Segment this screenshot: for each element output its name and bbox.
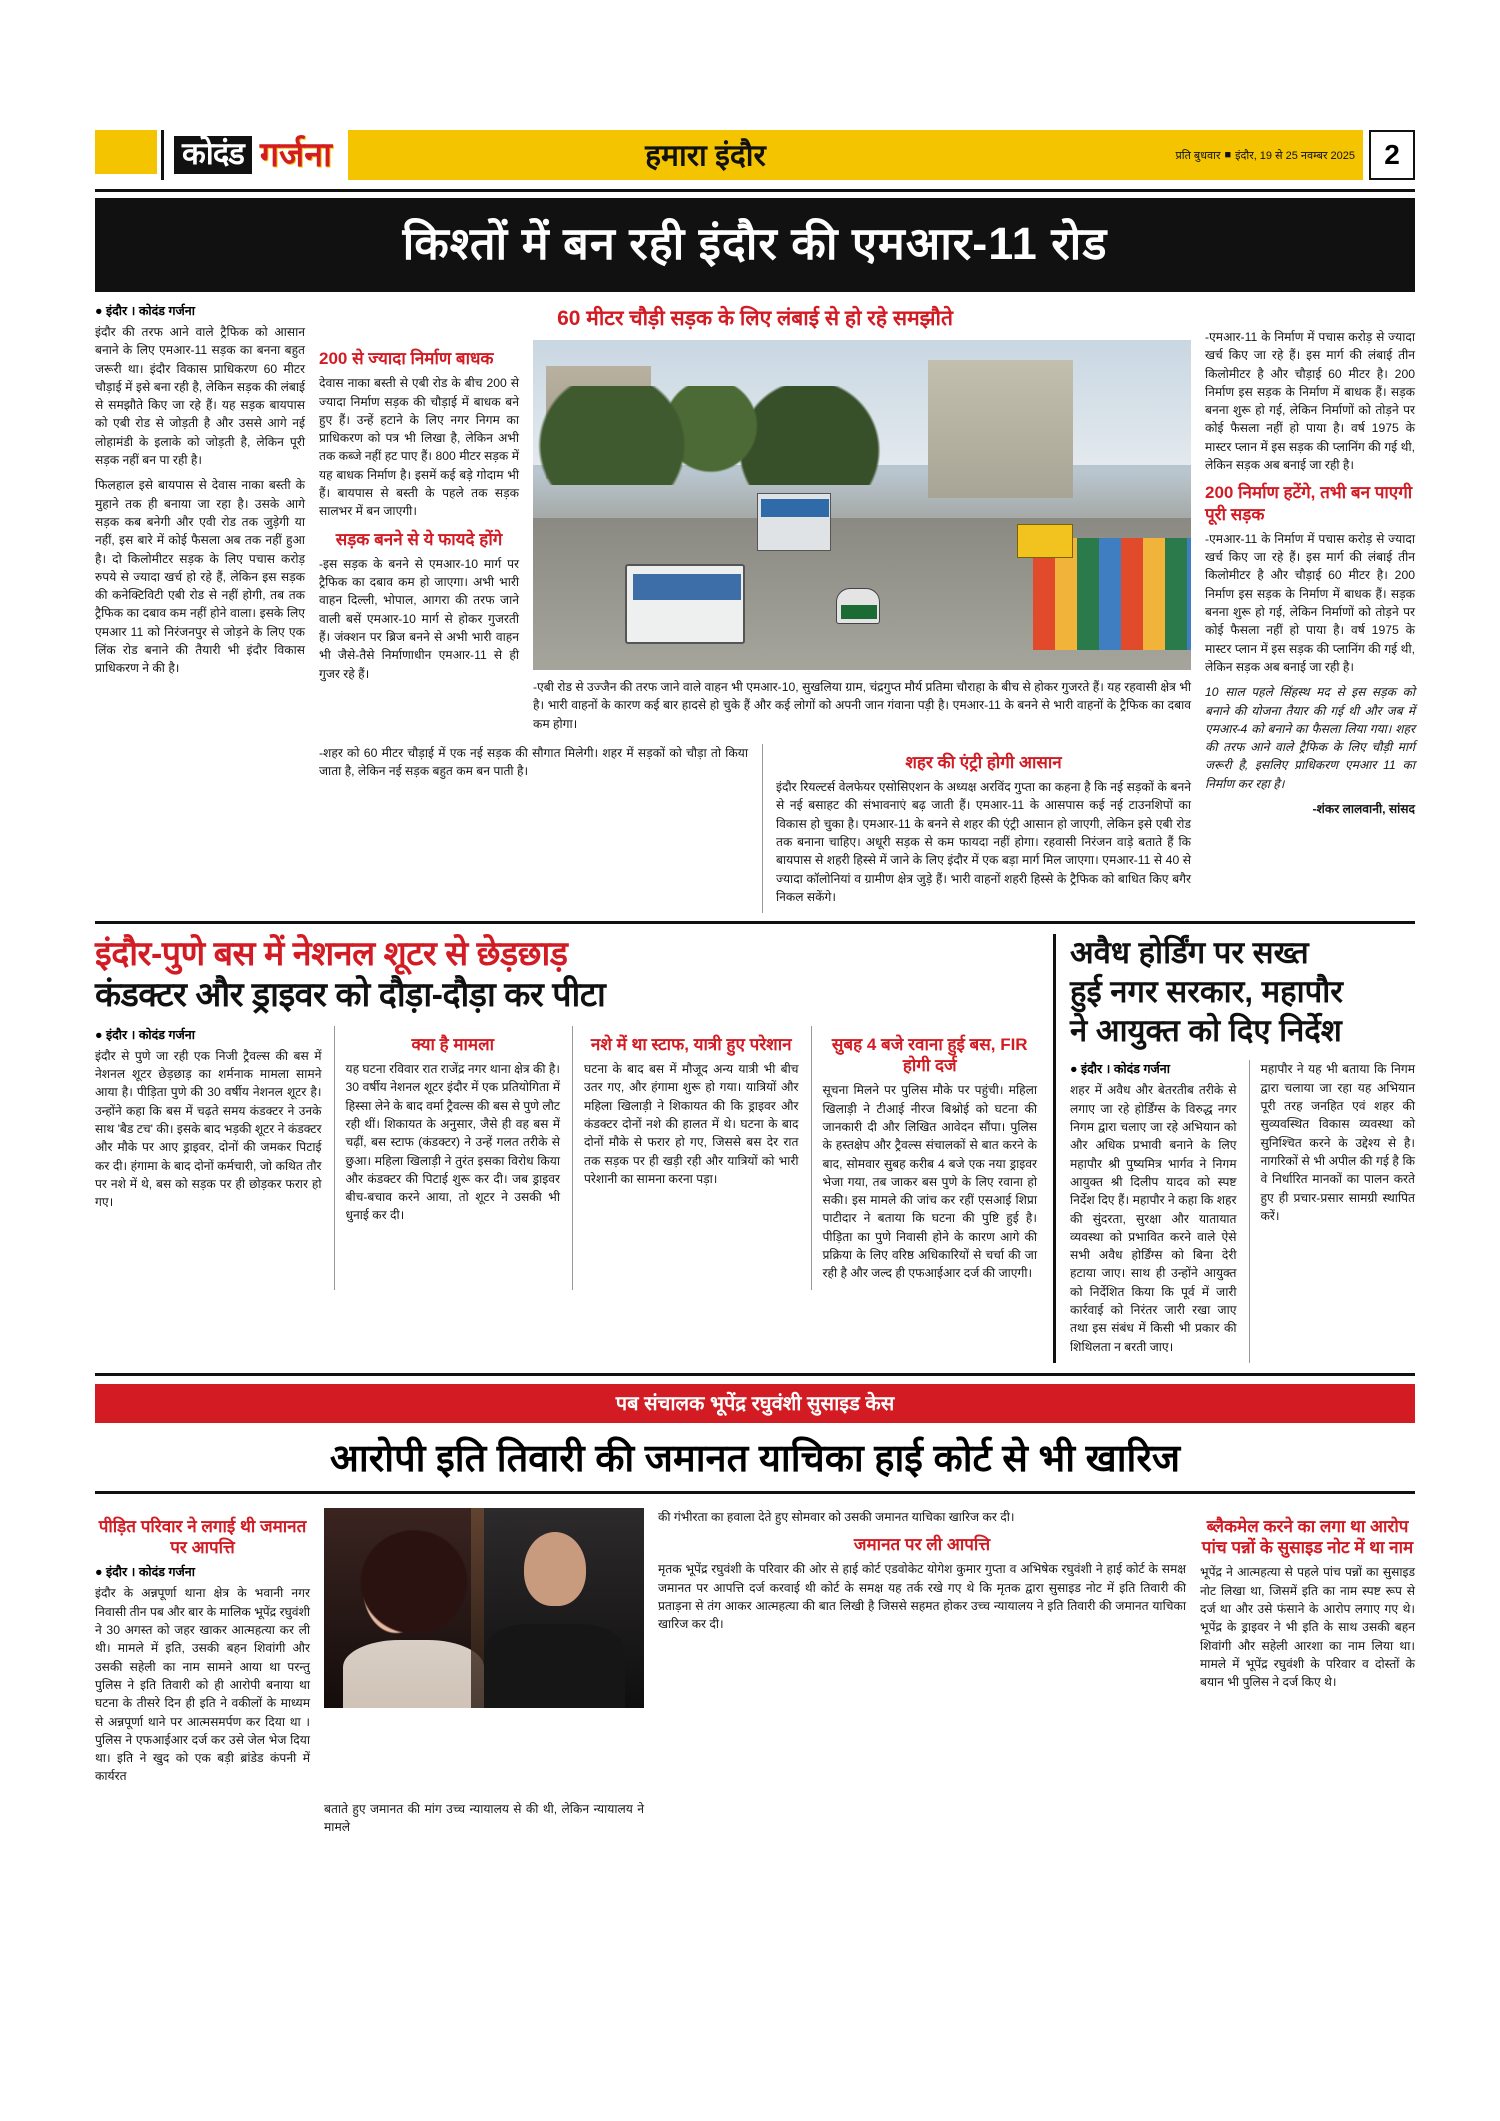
lead-column-2 — [319, 340, 519, 740]
story3-p1: शहर में अवैध और बेतरतीब तरीके से लगाए जा रहे होर्डिंग्स के विरुद्ध नगर निगम द्वारा चलाए जा रहे अभियान को और अधिक प्रभावी बनाने के लिए महापौर श्री पुष्यमित्र भार्गव ने निगम आयुक्त श्री दिलीप यादव को स्पष्ट निर्देश दिए हैं। महापौर ने कहा कि शहर की सुंदरता, सुरक्षा और यातायात व्यवस्था को प्रभावित करने वाले ऐसे सभी अवैध होर्डिंग्स को बिना देरी हटाया जाए। साथ ही उन्होंने आयुक्त को निर्देशित किया कि पूर्व में जारी कार्रवाई को निरंतर जारी रखा जाए तथा इस संबंध में किसी भी प्रकार की शिथिलता न बरती जाए। — [1070, 1083, 1237, 1354]
story-hoardings — [1053, 934, 1415, 1363]
story4-p1: इंदौर के अन्नपूर्णा थाना क्षेत्र के भवानी नगर निवासी तीन पब और बार के मालिक भूपेंद्र रघुवंशी ने 30 अगस्त को जहर खाकर आत्महत्या कर ली थी। मामले में इति, उसकी बहन शिवांगी और उसकी सहेली का नाम सामने आया था परन्तु पुलिस ने इति तिवारी को ही आरोपी बनाया था घटना के तीसरे दिन ही इति ने वकीलों के माध्यम से अन्नपूर्णा थाने पर आत्मसमर्पण कर दिया था । पुलिस ने एफआईआर दर्ज कर उसे जेल भेज दिया था। इति ने खुद को एक बड़ी ब्रांडेड कंपनी में कार्यरत — [95, 1586, 310, 1784]
lead-lower-split — [319, 744, 1191, 913]
story2-column-2 — [334, 1026, 561, 1290]
lead-column-1 — [95, 302, 305, 913]
story2-headline-line1: इंदौर-पुणे बस में नेशनल शूटर से छेड़छाड़ — [95, 935, 568, 974]
story2-headline-line2: कंडक्टर और ड्राइवर को दौड़ा-दौड़ा कर पीटा — [95, 976, 606, 1015]
lead-p1: इंदौर की तरफ आने वाले ट्रैफिक को आसान बनाने के लिए एमआर-11 सड़क का बनना बहुत जरूरी था। इंदौर विकास प्राधिकरण 60 मीटर चौड़ाई में इसे बना रही है, लेकिन सड़क की लंबाई से समझौते किए जा रहे हैं। यह सड़क बायपास को एबी रोड से जोड़ती है और उससे आगे नई लोहामंडी के इलाके को जोड़ती है, लेकिन पूरी सड़क नहीं बन पा रही है। — [95, 325, 305, 468]
lead-photo-mr11-road — [533, 340, 1191, 670]
lead-subhead-1: 200 से ज्यादा निर्माण बाधक — [319, 349, 494, 368]
story4-columns — [95, 1498, 1415, 1844]
photo-yellow-bus — [1017, 524, 1073, 558]
story2-p2: यह घटना रविवार रात राजेंद्र नगर थाना क्षेत्र की है। 30 वर्षीय नेशनल शूटर इंदौर में एक प्रतियोगिता में हिस्सा लेने के बाद वर्मा ट्रैवल्स की बस से पुणे लौट रही थीं। शिकायत के अनुसार, जैसे ही वह बस में चढ़ीं, बस स्टाफ (कंडक्टर) ने उन्हें गलत तरीके से छुआ। महिला खिलाड़ी ने तुरंत इसका विरोध किया और कंडक्टर की पिटाई शुरू कर दी। जब ड्राइवर बीच-बचाव करने आया, तो शूटर ने उसकी भी धुनाई कर दी। — [345, 1062, 560, 1223]
story3-column-1 — [1070, 1060, 1237, 1362]
logo-text-kodand: कोदंड — [174, 136, 252, 174]
photo-man-face — [524, 1532, 586, 1606]
lead-p9: -एमआर-11 के निर्माण में पचास करोड़ से ज्यादा खर्च किए जा रहे हैं। इस मार्ग की लंबाई तीन किलोमीटर है और चौड़ाई 60 मीटर है। 200 निर्माण इस सड़क के निर्माण में बाधक हैं। सड़क बनना शुरू हो गई, लेकिन निर्माणों को तोड़ने पर कोई फैसला नहीं हो पाया है। वर्ष 1975 के मास्टर प्लान में इस सड़क की प्लानिंग की गई थी, लेकिन सड़क अब बनाई जा रही है। — [1205, 531, 1415, 674]
photo-trees — [533, 386, 928, 485]
lead-headline-banner — [95, 198, 1415, 292]
story3-headline-line2: हुई नगर सरकार, महापौर — [1070, 973, 1343, 1009]
lead-p2: फिलहाल इसे बायपास से देवास नाका बस्ती के मुहाने तक ही बनाया जा रहा है। उसके आगे सड़क कब बनेगी और एवी रोड तक जुड़ेगी या नहीं, इस बारे में कोई फैसला अब तक नहीं हुआ है। दो किलोमीटर सड़क के लिए पचास करोड़ रुपये से ज्यादा खर्च हो रहे हैं, लेकिन इस सड़क की कनेक्टिविटी एबी रोड से नहीं होगी, तब तक ट्रैफिक का दबाव कम नहीं होने वाला। इसके लिए एमआर 11 को निरंजनपुर से जोड़ने के लिए एक लिंक रोड बनाने की तैयारी भी इंदौर विकास प्राधिकरण ने की है। — [95, 478, 305, 676]
masthead-section-title: हमारा इंदौर — [645, 139, 766, 173]
photo-woman-hair — [350, 1520, 478, 1644]
story2-column-4 — [811, 1026, 1038, 1290]
story4-p4: भूपेंद्र ने आत्महत्या से पहले पांच पन्नों का सुसाइड नोट लिखा था, जिसमें इति का नाम स्पष्ट रूप से दर्ज था और उसे फंसाने के आरोप लगाए गए थे। भूपेंद्र के ड्राइवर ने भी इति के साथ उसकी बहन शिवांगी और सहेली आरशा का नाम लिया था। मामले में भूपेंद्र रघुवंशी के परिवार व दोस्तों के बयान भी पुलिस ने दर्ज किए थे। — [1200, 1565, 1415, 1690]
lead-column-3 — [319, 744, 748, 913]
story4-p3: मृतक भूपेंद्र रघुवंशी के परिवार की ओर से हाई कोर्ट एडवोकेट योगेश कुमार गुप्ता व अभिषेक रघुवंशी ने हाई कोर्ट के समक्ष जमानत पर आपत्ति दर्ज करवाई थी कोर्ट के समक्ष यह तर्क रखे गए थे कि मृतक द्वारा सुसाइड नोट में इति तिवारी की प्रताड़ना से तंग आकर आत्महत्या की बात लिखी है जिससे सहमत होकर उच्च न्यायालय ने इति तिवारी की जमानत याचिका खारिज कर दी। — [658, 1562, 1186, 1632]
lead-column-4 — [762, 744, 1191, 913]
lead-photo-wrap — [533, 340, 1191, 740]
photo-woman-dress — [343, 1640, 484, 1708]
story4-photo-accused-and-victim — [324, 1508, 644, 1708]
photo-auto-rickshaw — [836, 588, 880, 624]
lead-p8: -एमआर-11 के निर्माण में पचास करोड़ से ज्यादा खर्च किए जा रहे हैं। इस मार्ग की लंबाई तीन किलोमीटर है और चौड़ाई 60 मीटर है। 200 निर्माण इस सड़क के निर्माण में बाधक हैं। सड़क बनना शुरू हो गई, लेकिन निर्माणों को तोड़ने पर कोई फैसला नहीं हो पाया है। वर्ष 1975 के मास्टर प्लान में इस सड़क की प्लानिंग की गई थी, लेकिन सड़क अब बनाई जा रही है। — [1205, 330, 1415, 473]
lead-p6: -शहर को 60 मीटर चौड़ाई में एक नई सड़क की सौगात मिलेगी। शहर में सड़कों को चौड़ा तो किया जाता है, लेकिन नई सड़क बहुत कम बन पाती है। — [319, 745, 748, 779]
story3-byline: ● इंदौर । कोदंड गर्जना — [1070, 1062, 1170, 1077]
story2-column-3 — [572, 1026, 799, 1290]
story4-column-4 — [1200, 1508, 1415, 1844]
story4-photo-column — [324, 1508, 644, 1844]
story4-headline: आरोपी इति तिवारी की जमानत याचिका हाई कोर्ट से भी खारिज — [95, 1431, 1415, 1494]
story-suicide-case — [95, 1384, 1415, 1844]
story4-column-1 — [95, 1508, 310, 1844]
photo-building-right — [928, 360, 1073, 499]
lead-subhead-2: सड़क बनने से ये फायदे होंगे — [335, 529, 503, 549]
lead-p3: देवास नाका बस्ती से एबी रोड के बीच 200 से ज्यादा निर्माण सड़क की चौड़ाई में बाधक बने हुए हैं। उन्हें हटाने के लिए नगर निगम का प्राधिकरण को पत्र भी लिखा है, लेकिन अभी तक कब्जे नहीं हट पाए हैं। 800 मीटर सड़क में यह बाधक निर्माण है। इसमें कई बड़े गोदाम भी हैं। बायपास से बस्ती के पहले तक सड़क सालभर में बन जाएगी। — [319, 376, 519, 519]
story2-p3: घटना के बाद बस में मौजूद अन्य यात्री भी बीच उतर गए, और हंगामा शुरू हो गया। यात्रियों और महिला खिलाड़ी ने शिकायत की कि ड्राइवर और कंडक्टर दोनों नशे की हालत में थे। घटना के बाद दोनों मौके से फरार हो गए, जिससे बस देर रात तक सड़क पर ही खड़ी रही और यात्रियों को भारी परेशानी का सामना करना पड़ा। — [584, 1062, 799, 1186]
story3-columns — [1070, 1060, 1415, 1362]
masthead-yellow-block — [95, 130, 157, 174]
masthead-edition-date: इंदौर, 19 से 25 नवम्बर 2025 — [1235, 149, 1355, 162]
masthead-separator-dot: ■ — [1224, 149, 1232, 161]
story4-p2: की गंभीरता का हवाला देते हुए सोमवार को उसकी जमानत याचिका खारिज कर दी। — [658, 1509, 1015, 1524]
story2-p1: इंदौर से पुणे जा रही एक निजी ट्रैवल्स की बस में नेशनल शूटर छेड़छाड़ का शर्मनाक मामला सामने आया है। पीड़िता पुणे की 30 वर्षीय नेशनल शूटर है। उन्होंने कहा कि बस में चढ़ते समय कंडक्टर ने उनके साथ 'बैड टच' की। इसके बाद भड़की शूटर ने कंडक्टर और मौके पर आए ड्राइवर, दोनों की जमकर पिटाई कर दी। हंगामा के बाद दोनों कर्मचारी, जो कथित तौर पर नशे में थे, बस को सड़क पर ही छोड़कर फरार हो गए। — [95, 1048, 322, 1210]
story3-p2: महापौर ने यह भी बताया कि निगम द्वारा चलाया जा रहा यह अभियान पूरी तरह जनहित एवं शहर की सुव्यवस्थित विकास व्यवस्था को सुनिश्चित करने के उद्देश्य से है। नागरिकों से भी अपील की गई है कि वे निर्धारित मानकों का पालन करते हुए ही प्रचार-प्रसार सामग्री स्थापित करें। — [1260, 1062, 1415, 1223]
lead-upper-split — [319, 340, 1191, 740]
story4-subhead-1: पीड़ित परिवार ने लगाई थी जमानत पर आपत्ति — [98, 1516, 307, 1558]
masthead-center-bar — [348, 130, 1063, 180]
lead-headline: किश्तों में बन रही इंदौर की एमआर-11 रोड — [402, 218, 1108, 269]
story-bus-harassment — [95, 934, 1037, 1363]
story4-byline: ● इंदौर । कोदंड गर्जना — [95, 1565, 195, 1580]
story2-p4: सूचना मिलने पर पुलिस मौके पर पहुंची। महिला खिलाड़ी ने टीआई नीरज बिश्नोई को घटना की जानकारी दी और लिखित आवेदन सौंपा। पुलिस के हस्तक्षेप और ट्रैवल्स संचालकों से बात करने के बाद, सोमवार सुबह करीब 4 बजे एक नया ड्राइवर भेजा गया, तब जाकर बस पुणे के लिए रवाना हो सकी। इस मामले की जांच कर रहीं एसआई शिप्रा पाटीदार ने बताया कि घटना की पुष्टि हुई है। पीड़िता का पुणे निवासी होने के कारण आगे की प्रक्रिया के लिए वरिष्ठ अधिकारियों से चर्चा की जा रही है और जल्द ही एफआईआर दर्ज की जाएगी। — [822, 1083, 1037, 1281]
masthead-frequency: प्रति बुधवार — [1175, 149, 1221, 162]
story2-column-1 — [95, 1026, 322, 1290]
story4-kicker: पब संचालक भूपेंद्र रघुवंशी सुसाइड केस — [95, 1384, 1415, 1423]
lead-middle-block — [319, 302, 1191, 913]
story2-headline — [95, 934, 1037, 1016]
story4-subhead-3: ब्लैकमेल करने का लगा था आरोप पांच पन्नों के सुसाइड नोट में था नाम — [1201, 1516, 1414, 1558]
photo-man-shirt — [484, 1624, 625, 1708]
secondary-stories — [95, 924, 1415, 1376]
masthead-edition-info — [1063, 130, 1363, 180]
masthead-logo — [161, 130, 342, 180]
story2-columns — [95, 1026, 1037, 1290]
story4-subhead-2: जमानत पर ली आपत्ति — [853, 1535, 991, 1555]
logo-text-garjana: गर्जना — [259, 136, 332, 174]
lead-p7: इंदौर रियल्टर्स वेलफेयर एसोसिएशन के अध्यक्ष अरविंद गुप्ता का कहना है कि नई सड़कों के बनने से नई बसाहट की संभावनाएं बढ़ जाती हैं। एमआर-11 के आसपास कई नई टाउनशिपों का विकास हो चुका है। एमआर-11 के बनने से शहर की एंट्री आसान हो जाएगी, लेकिन इसे एबी रोड तक बनाना चाहिए। अधूरी सड़क से कम फायदा नहीं होगा। रहवासी निरंजन वाड़े बताते हैं कि बायपास से शहरी हिस्से में जाने के लिए इंदौर में एक बड़ा मार्ग मिल जाएगा। एमआर-11 से 40 से ज्यादा कॉलोनियां व ग्रामीण क्षेत्र जुड़े हैं। भारी वाहनों शहरी हिस्से के ट्रैफिक को बाधित किए बगैर निकल सकेंगे। — [776, 780, 1191, 904]
page-sheet — [95, 130, 1415, 2020]
photo-bus-far — [757, 493, 831, 551]
lead-p5: -एबी रोड से उज्जैन की तरफ जाने वाले वाहन भी एमआर-10, सुखलिया ग्राम, चंद्रगुप्त मौर्य प्रतिमा चौराहा के बीच से होकर गुजरते हैं। यह रहवासी क्षेत्र भी है। भारी वाहनों के कारण कई बार हादसे हो चुके हैं और कई लोगों को अपनी जान गंवाना पड़ी है। एमआर-11 के बनने से भारी वाहनों के ट्रैफिक का दबाव कम होगा। — [533, 680, 1191, 731]
photo-bus-near — [625, 564, 745, 644]
story2-subhead-1: क्या है मामला — [411, 1034, 494, 1054]
story4-p-bottom-left: बताते हुए जमानत की मांग उच्च न्यायालय से की थी, लेकिन न्यायालय ने मामले — [324, 1801, 644, 1835]
lead-story — [95, 292, 1415, 924]
lead-quote-credit: -शंकर लालवानी, सांसद — [1312, 802, 1415, 817]
story2-byline: ● इंदौर । कोदंड गर्जना — [95, 1027, 195, 1042]
story3-headline-line1: अवैध होर्डिंग पर सख्त — [1070, 935, 1309, 971]
story4-column-3 — [658, 1508, 1186, 1844]
lead-subhead-3: शहर की एंट्री होगी आसान — [905, 752, 1062, 772]
story2-subhead-3: सुबह 4 बजे रवाना हुई बस, FIR होगी दर्ज — [831, 1034, 1028, 1076]
lead-kicker: 60 मीटर चौड़ी सड़क के लिए लंबाई से हो रहे समझौते — [557, 307, 953, 330]
story3-column-2 — [1249, 1060, 1416, 1362]
lead-p4: -इस सड़क के बनने से एमआर-10 मार्ग पर ट्रैफिक का दबाव कम हो जाएगा। अभी भारी वाहन दिल्ली, भोपाल, आगरा की तरफ जाने वाली बसें एमआर-10 मार्ग से होकर गुजरती हैं। जंक्शन पर ब्रिज बनने से अभी भारी वाहन भी जैसे-तैसे निर्माणाधीन एमआर-11 से ही गुजर रहे हैं। — [319, 556, 519, 681]
lead-quote: 10 साल पहले सिंहस्थ मद से इस सड़क को बनाने की योजना तैयार की गई थी और जब में एमआर-4 को बनाने का फैसला लिया गया। शहर की तरफ आने वाले ट्रैफिक के लिए चौड़ी मार्ग जरूरी है, इसलिए प्राधिकरण एमआर 11 का निर्माण कर रहा है। — [1205, 685, 1415, 791]
lead-byline: ● इंदौर । कोदंड गर्जना — [95, 304, 195, 318]
story2-subhead-2: नशे में था स्टाफ, यात्री हुए परेशान — [590, 1034, 792, 1054]
lead-subhead-4: 200 निर्माण हटेंगे, तभी बन पाएगी पूरी सड़क — [1205, 483, 1413, 524]
masthead — [95, 130, 1415, 192]
lead-column-5 — [1205, 302, 1415, 913]
page-number: 2 — [1369, 130, 1415, 180]
story3-headline — [1070, 934, 1415, 1050]
story3-headline-line3: ने आयुक्त को दिए निर्देश — [1070, 1012, 1342, 1048]
